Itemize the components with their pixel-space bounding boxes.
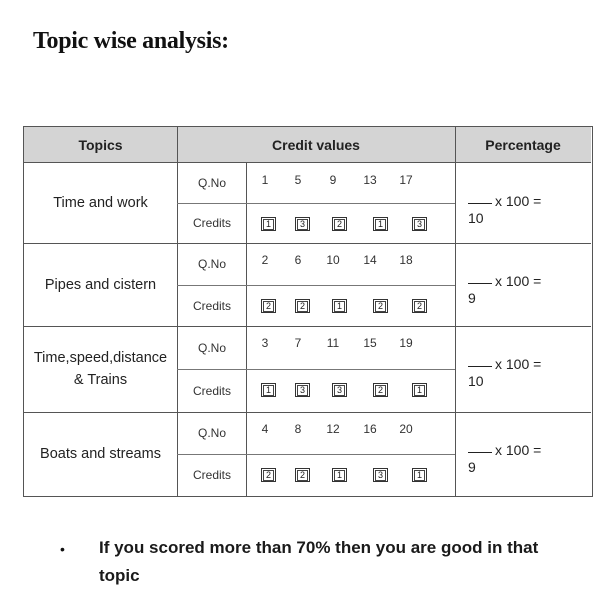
credit-value: 2 [334,219,345,230]
note-text: If you scored more than 70% then you are good in that topic [99,538,539,585]
topic-analysis-table [23,126,593,497]
credit-box [373,299,388,313]
topic-name [24,326,177,412]
header-percentage: Percentage [455,127,591,163]
qno-label: Q.No [197,176,226,190]
credit-box [373,217,388,231]
credit-box [261,383,276,397]
credit-box [373,468,388,482]
credits-label: Credits [192,216,231,230]
column-divider-percentage [455,127,456,496]
fraction-line [468,366,492,367]
qno-label: Q.No [197,340,226,355]
fraction-line [468,283,492,284]
credit-value: 3 [297,385,308,396]
credit-box [295,383,310,397]
question-number: 16 [363,422,377,436]
question-number: 9 [329,173,337,187]
question-number: 7 [294,336,302,350]
question-number: 4 [261,422,269,436]
fraction-line [468,203,492,204]
credit-box [332,299,347,313]
question-number: 19 [399,336,413,350]
qno-label: Q.No [197,257,226,271]
credits-label: Credits [192,467,231,482]
credit-value: 2 [297,301,308,312]
question-number: 6 [294,253,302,267]
credit-value: 3 [334,385,345,396]
credit-value: 2 [414,301,425,312]
credit-value: 2 [375,301,386,312]
topic-name-wrap [34,347,167,391]
topic-name-wrap [53,192,148,214]
page-title: Topic wise analysis: [33,28,229,54]
question-number: 3 [261,336,269,350]
credit-value: 2 [263,301,274,312]
question-number: 18 [399,253,413,267]
topic-name-line: & Trains [73,372,128,388]
topic-name [24,412,177,495]
topic-name-wrap [45,274,156,296]
credit-value: 3 [297,219,308,230]
question-number: 5 [294,173,302,187]
credit-value: 1 [263,219,274,230]
topic-name [24,243,177,326]
topic-name-line: Pipes and cistern [44,276,157,293]
header-credit-values: Credit values [177,127,455,163]
fraction-line [468,452,492,453]
credit-value: 2 [297,470,308,481]
credit-value: 1 [414,385,425,396]
question-number: 2 [261,253,269,267]
qno-label: Q.No [197,426,226,440]
credit-box [261,299,276,313]
percent-formula: x 100 = [495,193,542,209]
topic-name-line: Boats and streams [40,445,161,462]
credit-box [412,299,427,313]
percent-denominator: 9 [468,290,476,306]
question-number: 20 [399,422,413,436]
question-number: 13 [363,173,377,187]
credits-label: Credits [192,298,231,313]
question-number: 10 [326,253,340,267]
question-number: 1 [261,173,269,187]
percent-denominator: 9 [468,459,476,475]
credit-box [412,383,427,397]
credit-box [373,383,388,397]
topic-name-wrap [40,443,161,465]
credit-box [332,217,347,231]
credit-value: 1 [414,470,425,481]
question-number: 14 [363,253,377,267]
question-number: 17 [399,173,413,187]
question-number: 8 [294,422,302,436]
question-number: 15 [363,336,377,350]
question-number: 11 [326,336,340,350]
credit-value: 1 [334,470,345,481]
percent-formula: x 100 = [495,356,542,372]
topic-name-line: Time,speed,distance [33,350,168,366]
percent-denominator: 10 [468,373,484,389]
credit-value: 1 [375,219,386,230]
question-number: 12 [326,422,340,436]
credit-value: 2 [375,385,386,396]
header-topics: Topics [24,127,177,163]
credit-box [295,299,310,313]
credit-value: 1 [334,301,345,312]
credit-value: 1 [263,385,274,396]
topic-name-line: Time and work [53,195,148,211]
percent-formula: x 100 = [495,273,542,289]
credit-box [412,468,427,482]
topic-name [24,163,177,243]
credit-box [261,468,276,482]
credit-value: 3 [375,470,386,481]
credit-box [295,468,310,482]
credit-value: 3 [414,219,425,230]
credit-value: 2 [263,470,274,481]
credit-box [332,468,347,482]
credit-box [261,217,276,231]
bullet-icon: • [60,541,65,557]
credit-box [295,217,310,231]
percent-formula: x 100 = [495,442,542,458]
credit-box [412,217,427,231]
credits-label: Credits [192,383,231,398]
percent-denominator: 10 [468,210,484,226]
credit-box [332,383,347,397]
